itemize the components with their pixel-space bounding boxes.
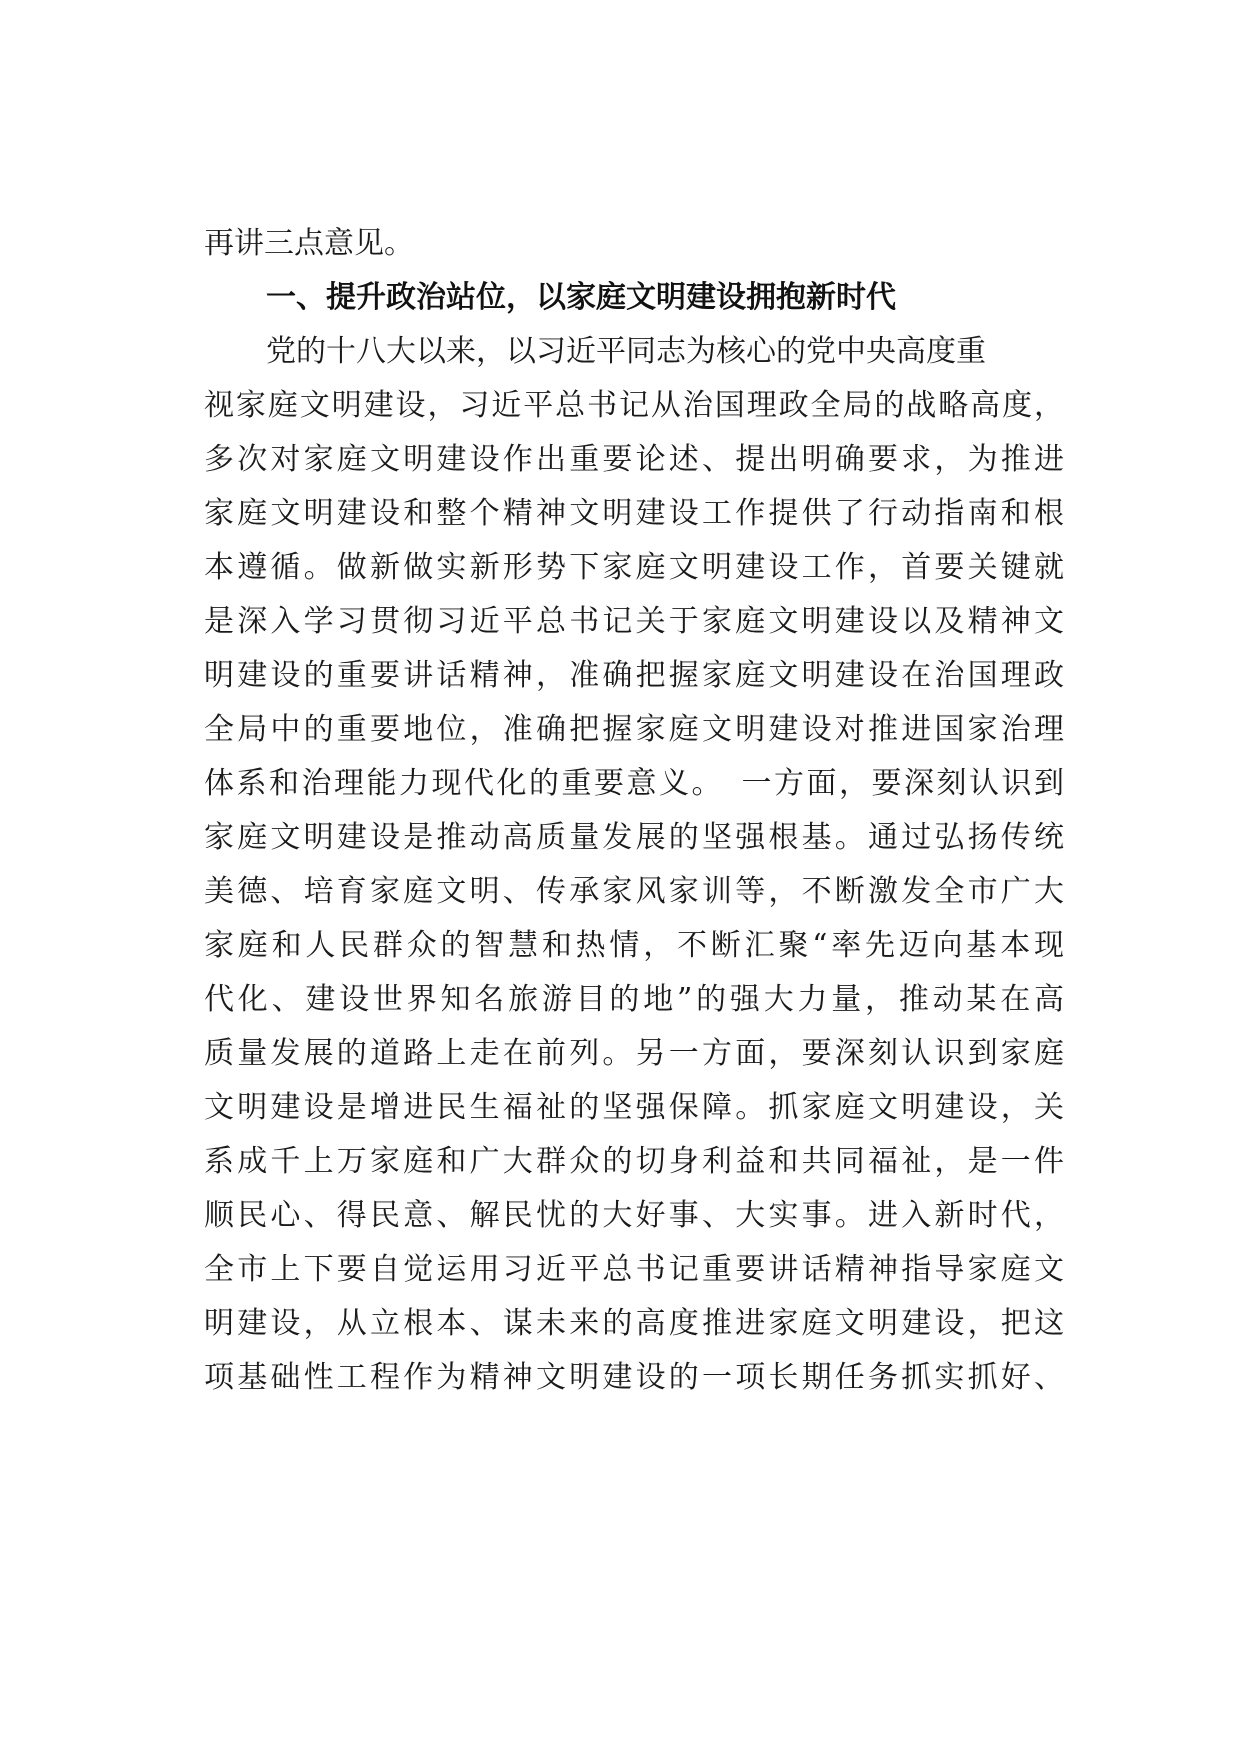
- body-line: 体系和治理能力现代化的重要意义。 一方面，要深刻认识到: [204, 766, 1064, 801]
- body-line: 顺民心、得民意、解民忧的大好事、大实事。进入新时代，: [204, 1198, 1064, 1233]
- body-line: 美德、培育家庭文明、传承家风家训等，不断激发全市广大: [204, 874, 1064, 909]
- body-line: 全市上下要自觉运用习近平总书记重要讲话精神指导家庭文: [204, 1252, 1064, 1287]
- body-line: 家庭文明建设是推动高质量发展的坚强根基。通过弘扬传统: [204, 820, 1064, 855]
- body-line: 是深入学习贯彻习近平总书记关于家庭文明建设以及精神文: [204, 604, 1064, 639]
- body-line: 视家庭文明建设，习近平总书记从治国理政全局的战略高度，: [204, 388, 1064, 423]
- body-line: 多次对家庭文明建设作出重要论述、提出明确要求，为推进: [204, 442, 1064, 477]
- section-heading: 一、提升政治站位，以家庭文明建设拥抱新时代: [266, 280, 896, 315]
- body-line: 项基础性工程作为精神文明建设的一项长期任务抓实抓好、: [204, 1360, 1064, 1395]
- body-line: 明建设，从立根本、谋未来的高度推进家庭文明建设，把这: [204, 1306, 1064, 1341]
- body-line: 质量发展的道路上走在前列。另一方面，要深刻认识到家庭: [204, 1036, 1064, 1071]
- body-line: 党的十八大以来，以习近平同志为核心的党中央高度重: [266, 334, 986, 369]
- body-line: 家庭文明建设和整个精神文明建设工作提供了行动指南和根: [204, 496, 1064, 531]
- body-line: 本遵循。做新做实新形势下家庭文明建设工作，首要关键就: [204, 550, 1064, 585]
- body-line: 系成千上万家庭和广大群众的切身利益和共同福祉，是一件: [204, 1144, 1064, 1179]
- body-line: 明建设的重要讲话精神，准确把握家庭文明建设在治国理政: [204, 658, 1064, 693]
- intro-line: 再讲三点意见。: [204, 226, 414, 261]
- body-line: 代化、建设世界知名旅游目的地”的强大力量，推动某在高: [204, 982, 1064, 1017]
- body-line: 家庭和人民群众的智慧和热情，不断汇聚“率先迈向基本现: [204, 928, 1064, 963]
- document-body: [204, 217, 1064, 1405]
- body-line: 全局中的重要地位，准确把握家庭文明建设对推进国家治理: [204, 712, 1064, 747]
- body-line: 文明建设是增进民生福祉的坚强保障。抓家庭文明建设，关: [204, 1090, 1064, 1125]
